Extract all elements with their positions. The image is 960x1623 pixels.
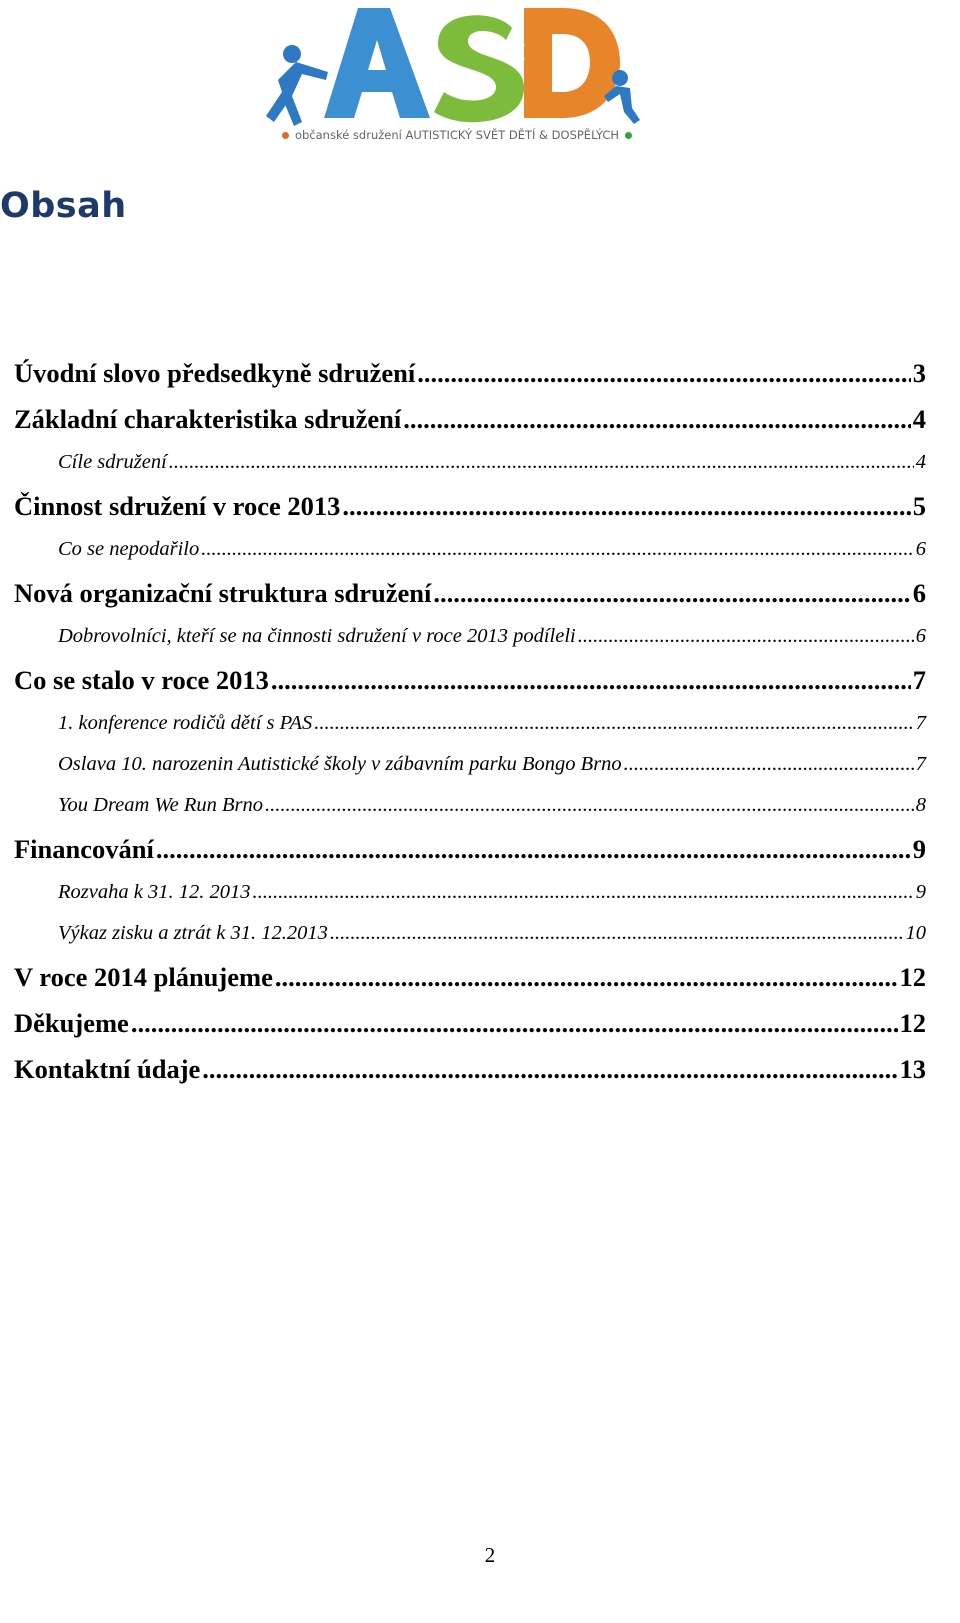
toc-leader-dots	[252, 872, 913, 913]
toc-leader-dots	[417, 350, 910, 396]
toc-entry[interactable]	[14, 483, 926, 529]
toc-entry-page: 13	[899, 1054, 926, 1084]
toc-entry-title: Výkaz zisku a ztrát k 31. 12.2013	[58, 922, 328, 944]
toc-entry-page: 12	[899, 962, 926, 992]
toc-leader-dots	[403, 396, 911, 442]
logo-letter-s	[434, 15, 524, 122]
toc-leader-dots	[271, 657, 911, 703]
table-of-contents	[14, 350, 926, 1092]
toc-entry-page: 9	[912, 834, 926, 864]
toc-entry-page: 10	[905, 922, 926, 944]
pushing-figure-left	[266, 45, 328, 126]
toc-entry-title: V roce 2014 plánujeme	[14, 962, 273, 992]
toc-entry[interactable]	[14, 1000, 926, 1046]
toc-entry-title: Cíle sdružení	[58, 451, 167, 473]
toc-subentry[interactable]	[14, 744, 926, 785]
toc-entry-title: 1. konference rodičů dětí s PAS	[58, 712, 313, 734]
toc-leader-dots	[433, 570, 910, 616]
toc-entry-page: 6	[915, 625, 926, 647]
toc-subentry[interactable]	[14, 703, 926, 744]
toc-entry-page: 7	[915, 753, 926, 775]
toc-entry-title: Oslava 10. narozenin Autistické školy v zábavním parku Bongo Brno	[58, 753, 622, 775]
toc-subentry[interactable]	[14, 529, 926, 570]
toc-entry-title: Úvodní slovo předsedkyně sdružení	[14, 358, 416, 388]
logo-caption	[262, 128, 652, 142]
toc-leader-dots	[314, 703, 913, 744]
toc-entry[interactable]	[14, 570, 926, 616]
toc-leader-dots	[169, 442, 914, 483]
toc-subentry[interactable]	[14, 872, 926, 913]
toc-subentry[interactable]	[14, 442, 926, 483]
toc-entry-page: 7	[912, 665, 926, 695]
toc-entry-title: Financování	[14, 834, 154, 864]
toc-entry-page: 8	[915, 794, 926, 816]
toc-leader-dots	[265, 785, 914, 826]
toc-entry-page: 4	[915, 451, 926, 473]
toc-entry-title: Kontaktní údaje	[14, 1054, 201, 1084]
toc-entry-page: 4	[912, 404, 926, 434]
toc-entry-page: 7	[915, 712, 926, 734]
toc-subentry[interactable]	[14, 913, 926, 954]
toc-entry-title: You Dream We Run Brno	[58, 794, 264, 816]
toc-entry-title: Nová organizační struktura sdružení	[14, 578, 432, 608]
toc-leader-dots	[131, 1000, 898, 1046]
toc-entry[interactable]	[14, 657, 926, 703]
toc-leader-dots	[624, 744, 914, 785]
asd-logo	[262, 0, 652, 152]
toc-entry-page: 12	[899, 1008, 926, 1038]
page-title: Obsah	[0, 186, 127, 226]
toc-entry[interactable]	[14, 826, 926, 872]
asd-logo-graphic	[262, 0, 652, 130]
toc-entry[interactable]	[14, 396, 926, 442]
toc-leader-dots	[342, 483, 910, 529]
toc-entry[interactable]	[14, 954, 926, 1000]
toc-entry-page: 6	[915, 538, 926, 560]
toc-entry-title: Činnost sdružení v roce 2013	[14, 491, 341, 521]
logo-letter-a	[324, 8, 430, 118]
logo-caption-text: občanské sdružení AUTISTICKÝ SVĚT DĚTÍ & DOSPĚLÝCH	[294, 128, 620, 142]
toc-entry-title: Dobrovolníci, kteří se na činnosti sdružení v roce 2013 podíleli	[58, 625, 576, 647]
toc-leader-dots	[202, 1046, 897, 1092]
toc-leader-dots	[578, 616, 914, 657]
toc-leader-dots	[156, 826, 911, 872]
toc-entry-page: 9	[915, 881, 926, 903]
page-number: 2	[484, 1543, 496, 1567]
toc-entry[interactable]	[14, 350, 926, 396]
toc-entry-page: 3	[912, 358, 926, 388]
toc-entry-title: Co se nepodařilo	[58, 538, 200, 560]
toc-entry-title: Děkujeme	[14, 1008, 129, 1038]
toc-entry-title: Rozvaha k 31. 12. 2013	[58, 881, 251, 903]
toc-leader-dots	[275, 954, 898, 1000]
toc-entry-title: Co se stalo v roce 2013	[14, 665, 269, 695]
toc-leader-dots	[201, 529, 914, 570]
toc-leader-dots	[330, 913, 904, 954]
toc-entry-title: Základní charakteristika sdružení	[14, 404, 402, 434]
logo-letter-d	[524, 8, 620, 118]
toc-entry[interactable]	[14, 1046, 926, 1092]
toc-entry-page: 5	[912, 491, 926, 521]
toc-subentry[interactable]	[14, 785, 926, 826]
toc-entry-page: 6	[912, 578, 926, 608]
toc-subentry[interactable]	[14, 616, 926, 657]
